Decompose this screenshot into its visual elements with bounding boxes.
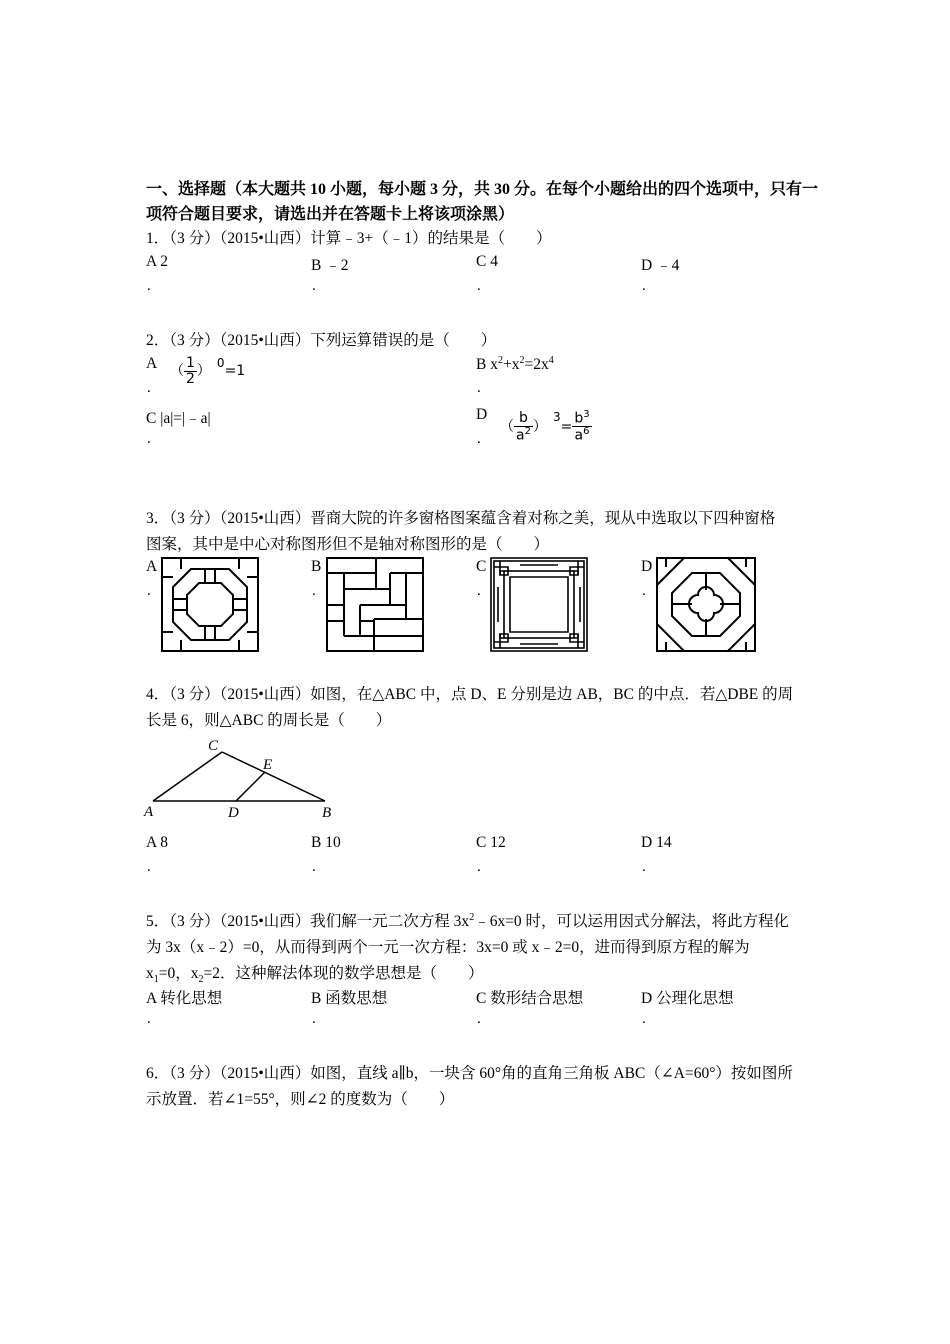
q3-option-b-label: B [311, 558, 322, 575]
q4-option-c: C 12 [476, 834, 506, 851]
question-1-stem: 1．（3 分）（2015•山西）计算﹣3+（﹣1）的结果是（ ） [146, 230, 552, 247]
q2-dot-c: . [147, 431, 151, 447]
q5-mid: =0，x [158, 965, 199, 982]
numerator: 1 [186, 355, 195, 371]
question-5-stem-line1 [146, 909, 789, 931]
q3-option-a-label: A [146, 558, 158, 575]
q1-dot-d: . [642, 278, 646, 294]
q2-dot-a: . [147, 380, 151, 396]
num-base: b [574, 410, 584, 427]
q5-dot-d: . [642, 1011, 646, 1027]
numerator [572, 410, 591, 427]
q1-option-c: C 4 [476, 253, 498, 270]
q5-dot-c: . [477, 1011, 481, 1027]
q5-dot-a: . [147, 1011, 151, 1027]
denominator [572, 427, 591, 443]
q3-option-d-label: D [641, 558, 653, 575]
label-point-e: E [263, 757, 273, 773]
q5-option-c: C 数形结合思想 [476, 990, 584, 1007]
q3-option-c-label: C [476, 558, 487, 575]
q2-dot-d: . [477, 431, 481, 447]
q3-dot-b: . [312, 583, 316, 599]
q1-option-d: D ﹣4 [641, 257, 680, 274]
question-6-stem-line1: 6．（3 分）（2015•山西）如图，直线 a∥b，一块含 60°角的直角三角板 ABC（∠A=60°）按如图所 [146, 1065, 793, 1082]
label-point-a: A [144, 804, 154, 820]
question-5-stem-line3 [146, 961, 484, 985]
q5-x1: x [146, 965, 154, 982]
question-2-stem: 2．（3 分）（2015•山西）下列运算错误的是（ ） [146, 332, 497, 349]
num-exp: 3 [583, 409, 590, 420]
label-point-b: B [322, 805, 332, 821]
label-point-c: C [208, 738, 219, 754]
fraction-b3-over-a6 [572, 410, 591, 444]
side-cb [222, 752, 325, 801]
denominator [514, 427, 533, 443]
equals-one: =1 [224, 363, 246, 380]
b-eq: =2x [524, 356, 549, 374]
q1-option-b: B ﹣2 [311, 257, 349, 274]
b-exp2: 2 [519, 355, 525, 366]
b-exp3: 4 [548, 355, 554, 366]
question-4-stem-line1: 4．（3 分）（2015•山西）如图，在△ABC 中，点 D、E 分别是边 AB，BC 的中点．若△DBE 的周 [146, 686, 794, 703]
q5-option-d: D 公理化思想 [641, 990, 734, 1007]
window-pattern-d-image [656, 557, 756, 652]
den-exp: 2 [524, 425, 531, 437]
q5-line1-part-b: ﹣6x=0 时，可以运用因式分解法，将此方程化 [474, 913, 790, 930]
d-left-paren: （ [500, 418, 514, 435]
side-ac [153, 752, 222, 801]
window-pattern-a-image [161, 557, 259, 652]
q4-option-b: B 10 [311, 834, 341, 851]
exponent-zero: 0 [216, 356, 225, 371]
den2-exp: 6 [583, 426, 590, 438]
q3-dot-a: . [147, 583, 151, 599]
fraction-b-over-a2 [514, 411, 533, 443]
den2-base: a [574, 428, 584, 444]
den-base: a [516, 427, 525, 444]
q4-dot-c: . [477, 859, 481, 875]
d-exponent: 3 [552, 409, 561, 424]
q2-option-b-label: B [476, 356, 487, 374]
q5-option-b: B 函数思想 [311, 990, 388, 1007]
window-pattern-b-image [326, 557, 424, 652]
q3-dot-d: . [642, 583, 646, 599]
question-3-stem-line1: 3．（3 分）（2015•山西）晋商大院的许多窗格图案蕴含着对称之美，现从中选取以下四种窗格 [146, 510, 776, 527]
q1-dot-a: . [147, 278, 151, 294]
q2-option-b [476, 355, 554, 374]
question-4-stem-line2: 长是 6，则△ABC 的周长是（ ） [146, 712, 392, 729]
q5-sub2: 2 [198, 974, 204, 986]
q2-dot-b: . [477, 380, 481, 396]
q1-dot-b: . [312, 278, 316, 294]
label-point-d: D [228, 805, 239, 821]
q4-option-d: D 14 [641, 834, 672, 851]
b-exp1: 2 [497, 355, 503, 366]
q4-dot-a: . [147, 859, 151, 875]
q4-dot-d: . [642, 859, 646, 875]
section-header-line1: 一、选择题（本大题共 10 小题，每小题 3 分，共 30 分。在每个小题给出的四个选项中，只有一 [146, 181, 819, 198]
left-paren: （ [170, 363, 184, 380]
q5-dot-b: . [312, 1011, 316, 1027]
question-5-stem-line2: 为 3x（x﹣2）=0，从而得到两个一元一次方程：3x=0 或 x﹣2=0，进而得到原方程的解为 [146, 939, 750, 956]
numerator: b [514, 411, 533, 427]
denominator: 2 [186, 370, 195, 387]
q1-option-a: A 2 [146, 253, 168, 270]
segment-de [236, 772, 265, 801]
q5-exponent: 2 [469, 911, 475, 923]
section-header-line2: 项符合题目要求，请选出并在答题卡上将该项涂黑） [146, 206, 515, 223]
q1-dot-c: . [477, 278, 481, 294]
q2-option-a-expression [170, 356, 245, 386]
window-pattern-c-image [490, 557, 588, 652]
q3-dot-c: . [477, 583, 481, 599]
d-equals: = [560, 418, 573, 435]
d-right-paren: ） [532, 418, 547, 435]
right-paren: ） [196, 363, 211, 380]
q5-line1-part-a: 5．（3 分）（2015•山西）我们解一元二次方程 3x [146, 913, 470, 930]
q2-option-d-expression [500, 410, 592, 444]
q4-dot-b: . [312, 859, 316, 875]
q2-option-c: C |a|=|﹣a| [146, 410, 211, 427]
b-x: x [490, 356, 498, 374]
q2-option-d-label: D [476, 406, 488, 423]
q2-option-a-label: A [146, 355, 158, 372]
triangle-abc-diagram [140, 736, 340, 821]
fraction-one-half [184, 356, 197, 386]
b-plus-x: +x [502, 356, 520, 374]
q5-sub1: 1 [153, 974, 159, 986]
q5-end: =2．这种解法体现的数学思想是（ ） [203, 965, 484, 982]
q4-option-a: A 8 [146, 834, 168, 851]
question-6-stem-line2: 示放置．若∠1=55°，则∠2 的度数为（ ） [146, 1091, 455, 1108]
question-3-stem-line2: 图案，其中是中心对称图形但不是轴对称图形的是（ ） [146, 536, 550, 553]
q5-option-a: A 转化思想 [146, 990, 223, 1007]
